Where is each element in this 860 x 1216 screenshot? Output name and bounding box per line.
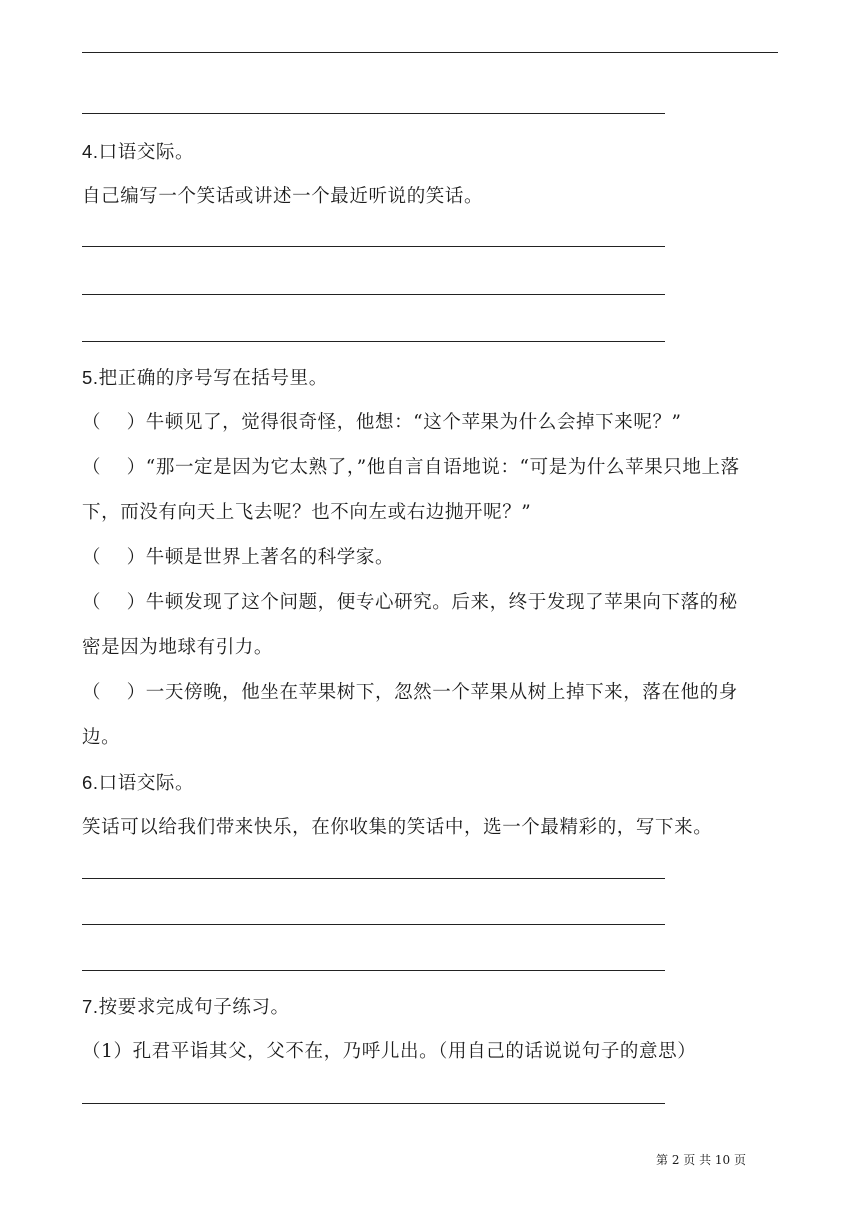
question-5-item: （ ）“那一定是因为它太熟了，”他自言自语地说：“可是为什么苹果只地上落 (82, 457, 740, 478)
question-5-heading: 5.把正确的序号写在括号里。 (82, 367, 328, 388)
answer-line (82, 924, 665, 925)
question-5-item: （ ）牛顿发现了这个问题，便专心研究。后来，终于发现了苹果向下落的秘 (82, 592, 738, 613)
answer-line (82, 878, 665, 879)
question-5-item: 边。 (82, 727, 121, 748)
answer-line (82, 246, 665, 247)
question-6-heading: 6.口语交际。 (82, 772, 195, 793)
question-5-item: （ ）牛顿是世界上著名的科学家。 (82, 547, 395, 568)
page-number: 第 2 页 共 10 页 (656, 1153, 746, 1167)
question-4-prompt: 自己编写一个笑话或讲述一个最近听说的笑话。 (82, 186, 484, 207)
question-4-heading: 4.口语交际。 (82, 141, 195, 162)
answer-line (82, 294, 665, 295)
question-5-item: （ ）一天傍晚，他坐在苹果树下，忽然一个苹果从树上掉下来，落在他的身 (82, 682, 738, 703)
answer-line (82, 113, 665, 114)
question-7-heading: 7.按要求完成句子练习。 (82, 996, 290, 1017)
question-6-prompt: 笑话可以给我们带来快乐，在你收集的笑话中，选一个最精彩的，写下来。 (82, 817, 713, 838)
answer-line (82, 341, 665, 342)
question-5-item: （ ）牛顿见了，觉得很奇怪，他想：“这个苹果为什么会掉下来呢？” (82, 412, 682, 433)
question-7-subquestion-1: （1）孔君平诣其父，父不在，乃呼儿出。（用自己的话说说句子的意思） (82, 1041, 697, 1062)
question-5-item: 密是因为地球有引力。 (82, 637, 274, 658)
answer-line (82, 970, 665, 971)
answer-line (82, 52, 778, 53)
answer-line (82, 1103, 665, 1104)
question-5-item: 下，而没有向天上飞去呢？也不向左或右边抛开呢？” (82, 502, 532, 523)
